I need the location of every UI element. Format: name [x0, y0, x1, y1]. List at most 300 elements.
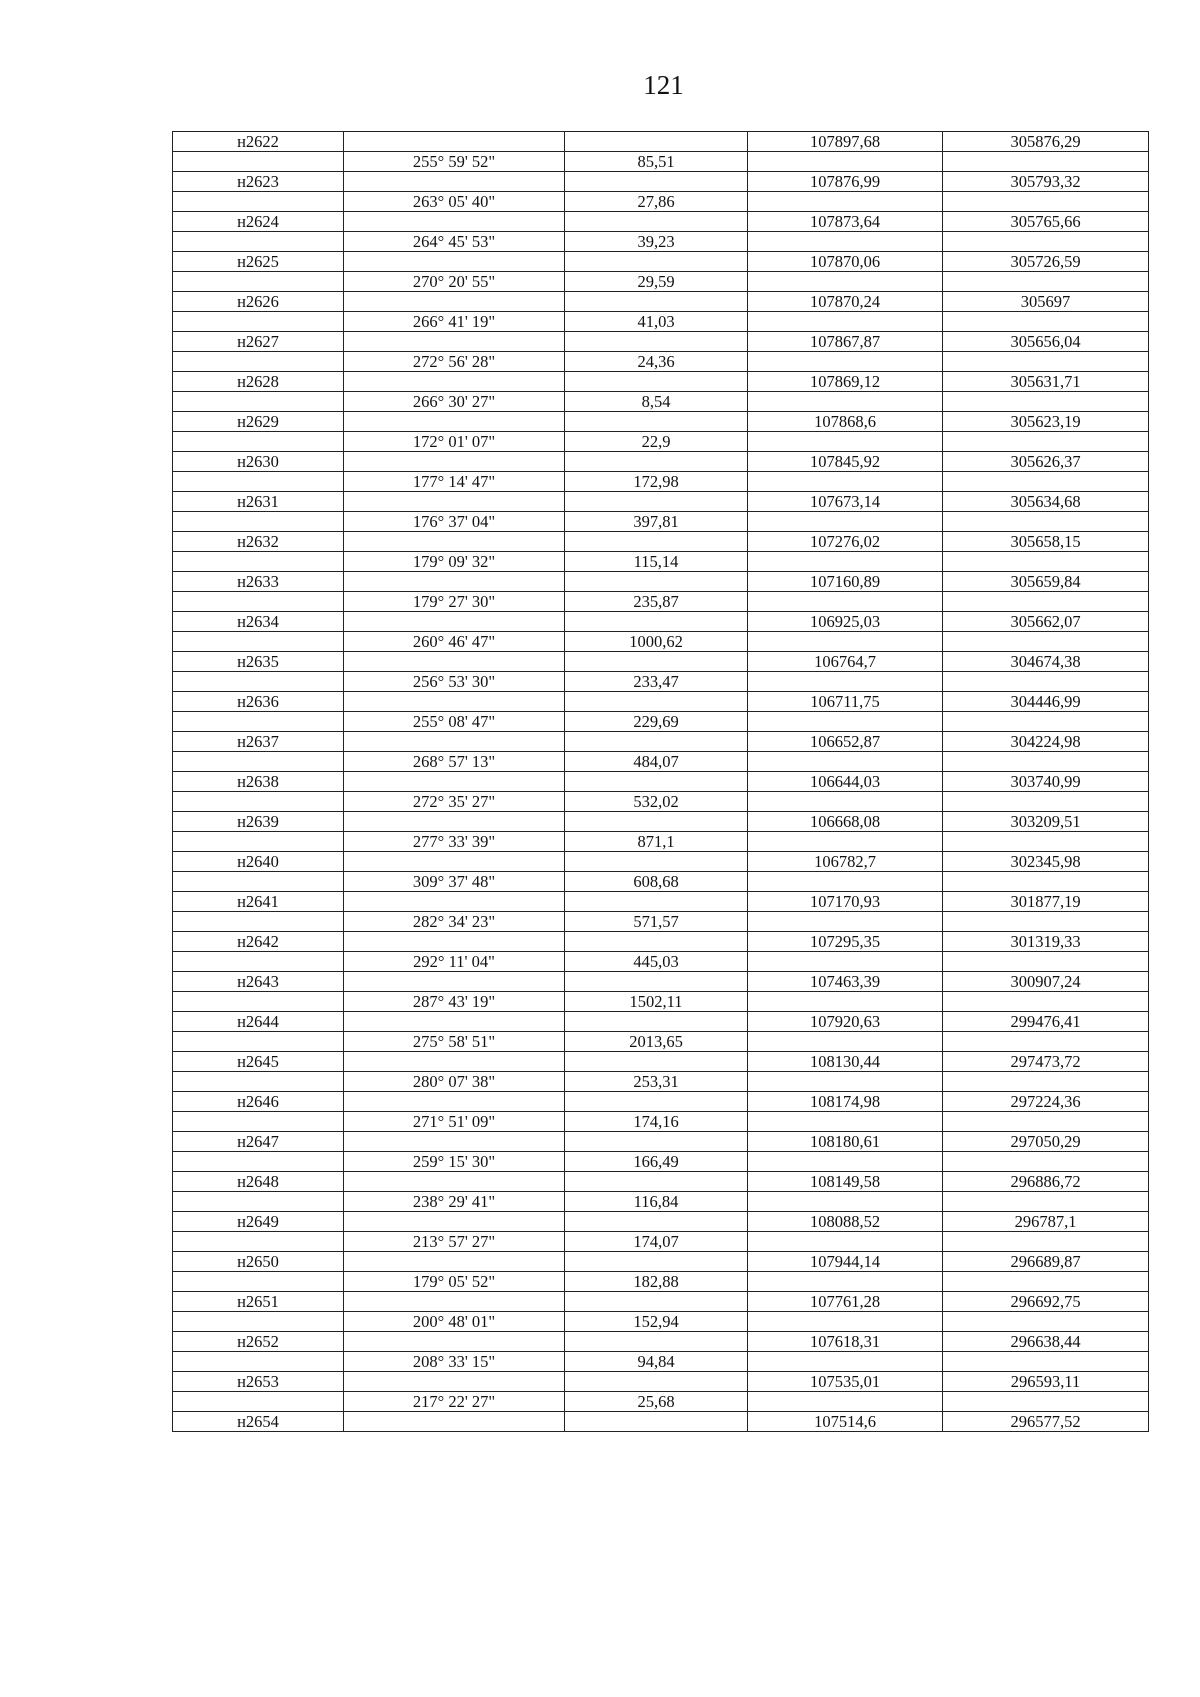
angle-cell: 309° 37' 48": [344, 872, 565, 892]
y-coordinate-cell: 305793,32: [943, 172, 1149, 192]
length-cell: 532,02: [565, 792, 748, 812]
table-row: [173, 892, 1149, 912]
table-row: [173, 912, 1149, 932]
table-row: [173, 172, 1149, 192]
length-cell: [565, 212, 748, 232]
x-coordinate-cell: 107761,28: [748, 1292, 943, 1312]
table-row: [173, 852, 1149, 872]
y-coordinate-cell: 304446,99: [943, 692, 1149, 712]
y-coordinate-cell: [943, 1272, 1149, 1292]
x-coordinate-cell: [748, 512, 943, 532]
y-coordinate-cell: [943, 672, 1149, 692]
y-coordinate-cell: 303209,51: [943, 812, 1149, 832]
x-coordinate-cell: 107673,14: [748, 492, 943, 512]
angle-cell: [344, 1252, 565, 1272]
point-cell: [173, 792, 344, 812]
point-cell: [173, 1312, 344, 1332]
angle-cell: [344, 1372, 565, 1392]
point-cell: н2629: [173, 412, 344, 432]
angle-cell: [344, 972, 565, 992]
x-coordinate-cell: 107618,31: [748, 1332, 943, 1352]
point-cell: [173, 392, 344, 412]
x-coordinate-cell: [748, 352, 943, 372]
point-cell: н2653: [173, 1372, 344, 1392]
table-row: [173, 132, 1149, 152]
angle-cell: 217° 22' 27": [344, 1392, 565, 1412]
point-cell: [173, 232, 344, 252]
point-cell: н2642: [173, 932, 344, 952]
point-cell: н2654: [173, 1412, 344, 1432]
length-cell: [565, 172, 748, 192]
angle-cell: 272° 56' 28": [344, 352, 565, 372]
point-cell: [173, 432, 344, 452]
length-cell: 484,07: [565, 752, 748, 772]
angle-cell: 256° 53' 30": [344, 672, 565, 692]
table-row: [173, 712, 1149, 732]
point-cell: [173, 952, 344, 972]
point-cell: н2625: [173, 252, 344, 272]
point-cell: н2648: [173, 1172, 344, 1192]
point-cell: [173, 592, 344, 612]
angle-cell: 177° 14' 47": [344, 472, 565, 492]
table-row: [173, 1172, 1149, 1192]
x-coordinate-cell: 108149,58: [748, 1172, 943, 1192]
point-cell: [173, 272, 344, 292]
y-coordinate-cell: [943, 952, 1149, 972]
y-coordinate-cell: 305726,59: [943, 252, 1149, 272]
point-cell: [173, 1232, 344, 1252]
table-row: [173, 1112, 1149, 1132]
y-coordinate-cell: [943, 912, 1149, 932]
point-cell: н2652: [173, 1332, 344, 1352]
x-coordinate-cell: 107868,6: [748, 412, 943, 432]
length-cell: 39,23: [565, 232, 748, 252]
y-coordinate-cell: 304224,98: [943, 732, 1149, 752]
length-cell: [565, 572, 748, 592]
y-coordinate-cell: [943, 1392, 1149, 1412]
length-cell: 1000,62: [565, 632, 748, 652]
angle-cell: 179° 27' 30": [344, 592, 565, 612]
x-coordinate-cell: 107920,63: [748, 1012, 943, 1032]
x-coordinate-cell: [748, 312, 943, 332]
y-coordinate-cell: [943, 192, 1149, 212]
y-coordinate-cell: 296689,87: [943, 1252, 1149, 1272]
point-cell: [173, 1112, 344, 1132]
x-coordinate-cell: [748, 472, 943, 492]
y-coordinate-cell: 304674,38: [943, 652, 1149, 672]
angle-cell: [344, 772, 565, 792]
y-coordinate-cell: [943, 152, 1149, 172]
point-cell: [173, 1352, 344, 1372]
table-row: [173, 1192, 1149, 1212]
angle-cell: [344, 1012, 565, 1032]
point-cell: [173, 312, 344, 332]
table-row: [173, 552, 1149, 572]
y-coordinate-cell: [943, 712, 1149, 732]
table-row: [173, 1292, 1149, 1312]
y-coordinate-cell: [943, 1312, 1149, 1332]
length-cell: 608,68: [565, 872, 748, 892]
y-coordinate-cell: 299476,41: [943, 1012, 1149, 1032]
length-cell: [565, 652, 748, 672]
length-cell: [565, 132, 748, 152]
angle-cell: [344, 572, 565, 592]
table-row: [173, 432, 1149, 452]
angle-cell: [344, 1172, 565, 1192]
table-row: [173, 1372, 1149, 1392]
length-cell: [565, 812, 748, 832]
y-coordinate-cell: [943, 352, 1149, 372]
angle-cell: [344, 212, 565, 232]
y-coordinate-cell: [943, 752, 1149, 772]
length-cell: [565, 1132, 748, 1152]
x-coordinate-cell: [748, 1232, 943, 1252]
angle-cell: [344, 852, 565, 872]
x-coordinate-cell: 108180,61: [748, 1132, 943, 1152]
table-row: [173, 1272, 1149, 1292]
angle-cell: [344, 412, 565, 432]
point-cell: [173, 872, 344, 892]
table-row: [173, 212, 1149, 232]
table-row: [173, 1392, 1149, 1412]
length-cell: [565, 892, 748, 912]
point-cell: [173, 552, 344, 572]
x-coordinate-cell: 107514,6: [748, 1412, 943, 1432]
x-coordinate-cell: [748, 1312, 943, 1332]
point-cell: [173, 672, 344, 692]
length-cell: [565, 1412, 748, 1432]
point-cell: н2624: [173, 212, 344, 232]
table-row: [173, 992, 1149, 1012]
x-coordinate-cell: 107170,93: [748, 892, 943, 912]
length-cell: 445,03: [565, 952, 748, 972]
angle-cell: 287° 43' 19": [344, 992, 565, 1012]
x-coordinate-cell: 107295,35: [748, 932, 943, 952]
angle-cell: 280° 07' 38": [344, 1072, 565, 1092]
x-coordinate-cell: [748, 712, 943, 732]
angle-cell: [344, 1292, 565, 1312]
y-coordinate-cell: 305656,04: [943, 332, 1149, 352]
length-cell: [565, 972, 748, 992]
angle-cell: [344, 492, 565, 512]
x-coordinate-cell: 107870,06: [748, 252, 943, 272]
x-coordinate-cell: [748, 1072, 943, 1092]
length-cell: [565, 1172, 748, 1192]
length-cell: [565, 692, 748, 712]
point-cell: [173, 472, 344, 492]
point-cell: [173, 512, 344, 532]
y-coordinate-cell: 305631,71: [943, 372, 1149, 392]
length-cell: 41,03: [565, 312, 748, 332]
length-cell: 172,98: [565, 472, 748, 492]
y-coordinate-cell: 302345,98: [943, 852, 1149, 872]
point-cell: н2650: [173, 1252, 344, 1272]
x-coordinate-cell: [748, 872, 943, 892]
table-row: [173, 652, 1149, 672]
x-coordinate-cell: 107845,92: [748, 452, 943, 472]
angle-cell: [344, 452, 565, 472]
point-cell: н2651: [173, 1292, 344, 1312]
y-coordinate-cell: [943, 872, 1149, 892]
point-cell: [173, 912, 344, 932]
length-cell: 22,9: [565, 432, 748, 452]
length-cell: 29,59: [565, 272, 748, 292]
length-cell: 174,07: [565, 1232, 748, 1252]
length-cell: 25,68: [565, 1392, 748, 1412]
point-cell: н2622: [173, 132, 344, 152]
angle-cell: [344, 652, 565, 672]
angle-cell: [344, 932, 565, 952]
table-row: [173, 1212, 1149, 1232]
table-row: [173, 1152, 1149, 1172]
angle-cell: 208° 33' 15": [344, 1352, 565, 1372]
coordinates-table-body: [173, 132, 1149, 1432]
y-coordinate-cell: 305634,68: [943, 492, 1149, 512]
angle-cell: 266° 30' 27": [344, 392, 565, 412]
length-cell: 2013,65: [565, 1032, 748, 1052]
point-cell: н2640: [173, 852, 344, 872]
table-row: [173, 412, 1149, 432]
table-row: [173, 952, 1149, 972]
table-row: [173, 252, 1149, 272]
point-cell: [173, 1072, 344, 1092]
x-coordinate-cell: 106652,87: [748, 732, 943, 752]
point-cell: [173, 1152, 344, 1172]
length-cell: 94,84: [565, 1352, 748, 1372]
table-row: [173, 972, 1149, 992]
x-coordinate-cell: [748, 552, 943, 572]
length-cell: [565, 1092, 748, 1112]
x-coordinate-cell: [748, 1152, 943, 1172]
x-coordinate-cell: 107869,12: [748, 372, 943, 392]
length-cell: 182,88: [565, 1272, 748, 1292]
x-coordinate-cell: [748, 1352, 943, 1372]
table-row: [173, 1332, 1149, 1352]
length-cell: [565, 772, 748, 792]
x-coordinate-cell: 106644,03: [748, 772, 943, 792]
table-row: [173, 452, 1149, 472]
length-cell: [565, 452, 748, 472]
x-coordinate-cell: [748, 1112, 943, 1132]
angle-cell: [344, 732, 565, 752]
y-coordinate-cell: 297050,29: [943, 1132, 1149, 1152]
length-cell: 27,86: [565, 192, 748, 212]
angle-cell: [344, 532, 565, 552]
point-cell: н2626: [173, 292, 344, 312]
y-coordinate-cell: [943, 792, 1149, 812]
point-cell: [173, 192, 344, 212]
point-cell: [173, 1192, 344, 1212]
x-coordinate-cell: [748, 632, 943, 652]
angle-cell: 200° 48' 01": [344, 1312, 565, 1332]
length-cell: 871,1: [565, 832, 748, 852]
x-coordinate-cell: 106711,75: [748, 692, 943, 712]
table-row: [173, 292, 1149, 312]
table-row: [173, 1252, 1149, 1272]
y-coordinate-cell: [943, 1352, 1149, 1372]
length-cell: [565, 1332, 748, 1352]
x-coordinate-cell: [748, 272, 943, 292]
angle-cell: [344, 132, 565, 152]
angle-cell: 266° 41' 19": [344, 312, 565, 332]
y-coordinate-cell: [943, 1232, 1149, 1252]
x-coordinate-cell: 107160,89: [748, 572, 943, 592]
y-coordinate-cell: [943, 432, 1149, 452]
point-cell: [173, 1272, 344, 1292]
table-row: [173, 1352, 1149, 1372]
x-coordinate-cell: [748, 592, 943, 612]
angle-cell: 282° 34' 23": [344, 912, 565, 932]
length-cell: 174,16: [565, 1112, 748, 1132]
y-coordinate-cell: [943, 472, 1149, 492]
table-row: [173, 692, 1149, 712]
x-coordinate-cell: 108174,98: [748, 1092, 943, 1112]
y-coordinate-cell: 301877,19: [943, 892, 1149, 912]
point-cell: н2646: [173, 1092, 344, 1112]
angle-cell: 268° 57' 13": [344, 752, 565, 772]
angle-cell: 255° 08' 47": [344, 712, 565, 732]
table-row: [173, 332, 1149, 352]
angle-cell: 271° 51' 09": [344, 1112, 565, 1132]
angle-cell: [344, 892, 565, 912]
table-row: [173, 232, 1149, 252]
angle-cell: 277° 33' 39": [344, 832, 565, 852]
angle-cell: [344, 172, 565, 192]
angle-cell: 213° 57' 27": [344, 1232, 565, 1252]
angle-cell: 275° 58' 51": [344, 1032, 565, 1052]
y-coordinate-cell: [943, 1072, 1149, 1092]
point-cell: [173, 632, 344, 652]
table-row: [173, 192, 1149, 212]
length-cell: [565, 332, 748, 352]
length-cell: 233,47: [565, 672, 748, 692]
table-row: [173, 792, 1149, 812]
table-row: [173, 572, 1149, 592]
coordinates-table: [172, 131, 1149, 1432]
table-row: [173, 1092, 1149, 1112]
x-coordinate-cell: 106668,08: [748, 812, 943, 832]
point-cell: н2623: [173, 172, 344, 192]
y-coordinate-cell: 296638,44: [943, 1332, 1149, 1352]
length-cell: [565, 372, 748, 392]
x-coordinate-cell: [748, 992, 943, 1012]
point-cell: [173, 1392, 344, 1412]
table-row: [173, 592, 1149, 612]
table-row: [173, 1072, 1149, 1092]
x-coordinate-cell: 107463,39: [748, 972, 943, 992]
angle-cell: 263° 05' 40": [344, 192, 565, 212]
table-row: [173, 152, 1149, 172]
y-coordinate-cell: [943, 632, 1149, 652]
x-coordinate-cell: 106764,7: [748, 652, 943, 672]
table-row: [173, 1012, 1149, 1032]
angle-cell: 260° 46' 47": [344, 632, 565, 652]
table-row: [173, 1132, 1149, 1152]
length-cell: [565, 932, 748, 952]
y-coordinate-cell: 305658,15: [943, 532, 1149, 552]
length-cell: [565, 1292, 748, 1312]
y-coordinate-cell: 305876,29: [943, 132, 1149, 152]
angle-cell: [344, 1212, 565, 1232]
length-cell: [565, 532, 748, 552]
table-row: [173, 1232, 1149, 1252]
y-coordinate-cell: 305659,84: [943, 572, 1149, 592]
point-cell: н2631: [173, 492, 344, 512]
point-cell: н2647: [173, 1132, 344, 1152]
point-cell: н2637: [173, 732, 344, 752]
point-cell: н2641: [173, 892, 344, 912]
point-cell: н2636: [173, 692, 344, 712]
table-row: [173, 392, 1149, 412]
table-row: [173, 812, 1149, 832]
point-cell: [173, 1032, 344, 1052]
length-cell: 397,81: [565, 512, 748, 532]
point-cell: н2639: [173, 812, 344, 832]
length-cell: 229,69: [565, 712, 748, 732]
y-coordinate-cell: 301319,33: [943, 932, 1149, 952]
y-coordinate-cell: 297473,72: [943, 1052, 1149, 1072]
x-coordinate-cell: 108088,52: [748, 1212, 943, 1232]
angle-cell: [344, 292, 565, 312]
x-coordinate-cell: [748, 672, 943, 692]
angle-cell: [344, 1052, 565, 1072]
y-coordinate-cell: [943, 312, 1149, 332]
length-cell: 253,31: [565, 1072, 748, 1092]
table-row: [173, 272, 1149, 292]
table-row: [173, 632, 1149, 652]
x-coordinate-cell: [748, 432, 943, 452]
angle-cell: [344, 1412, 565, 1432]
x-coordinate-cell: [748, 912, 943, 932]
y-coordinate-cell: 296577,52: [943, 1412, 1149, 1432]
angle-cell: 176° 37' 04": [344, 512, 565, 532]
x-coordinate-cell: [748, 952, 943, 972]
length-cell: 24,36: [565, 352, 748, 372]
y-coordinate-cell: 296593,11: [943, 1372, 1149, 1392]
page-number: 121: [643, 70, 684, 100]
table-row: [173, 352, 1149, 372]
y-coordinate-cell: [943, 592, 1149, 612]
y-coordinate-cell: 296787,1: [943, 1212, 1149, 1232]
y-coordinate-cell: [943, 1032, 1149, 1052]
point-cell: н2635: [173, 652, 344, 672]
y-coordinate-cell: [943, 392, 1149, 412]
y-coordinate-cell: [943, 1112, 1149, 1132]
length-cell: [565, 1052, 748, 1072]
length-cell: [565, 1252, 748, 1272]
length-cell: [565, 292, 748, 312]
x-coordinate-cell: [748, 792, 943, 812]
point-cell: н2634: [173, 612, 344, 632]
length-cell: [565, 412, 748, 432]
x-coordinate-cell: 108130,44: [748, 1052, 943, 1072]
x-coordinate-cell: 107876,99: [748, 172, 943, 192]
angle-cell: [344, 1332, 565, 1352]
length-cell: [565, 1372, 748, 1392]
angle-cell: 179° 05' 52": [344, 1272, 565, 1292]
length-cell: [565, 252, 748, 272]
length-cell: [565, 1212, 748, 1232]
y-coordinate-cell: 305697: [943, 292, 1149, 312]
x-coordinate-cell: 107897,68: [748, 132, 943, 152]
angle-cell: [344, 332, 565, 352]
angle-cell: 272° 35' 27": [344, 792, 565, 812]
point-cell: [173, 992, 344, 1012]
angle-cell: 270° 20' 55": [344, 272, 565, 292]
length-cell: 116,84: [565, 1192, 748, 1212]
x-coordinate-cell: 107944,14: [748, 1252, 943, 1272]
x-coordinate-cell: 107873,64: [748, 212, 943, 232]
